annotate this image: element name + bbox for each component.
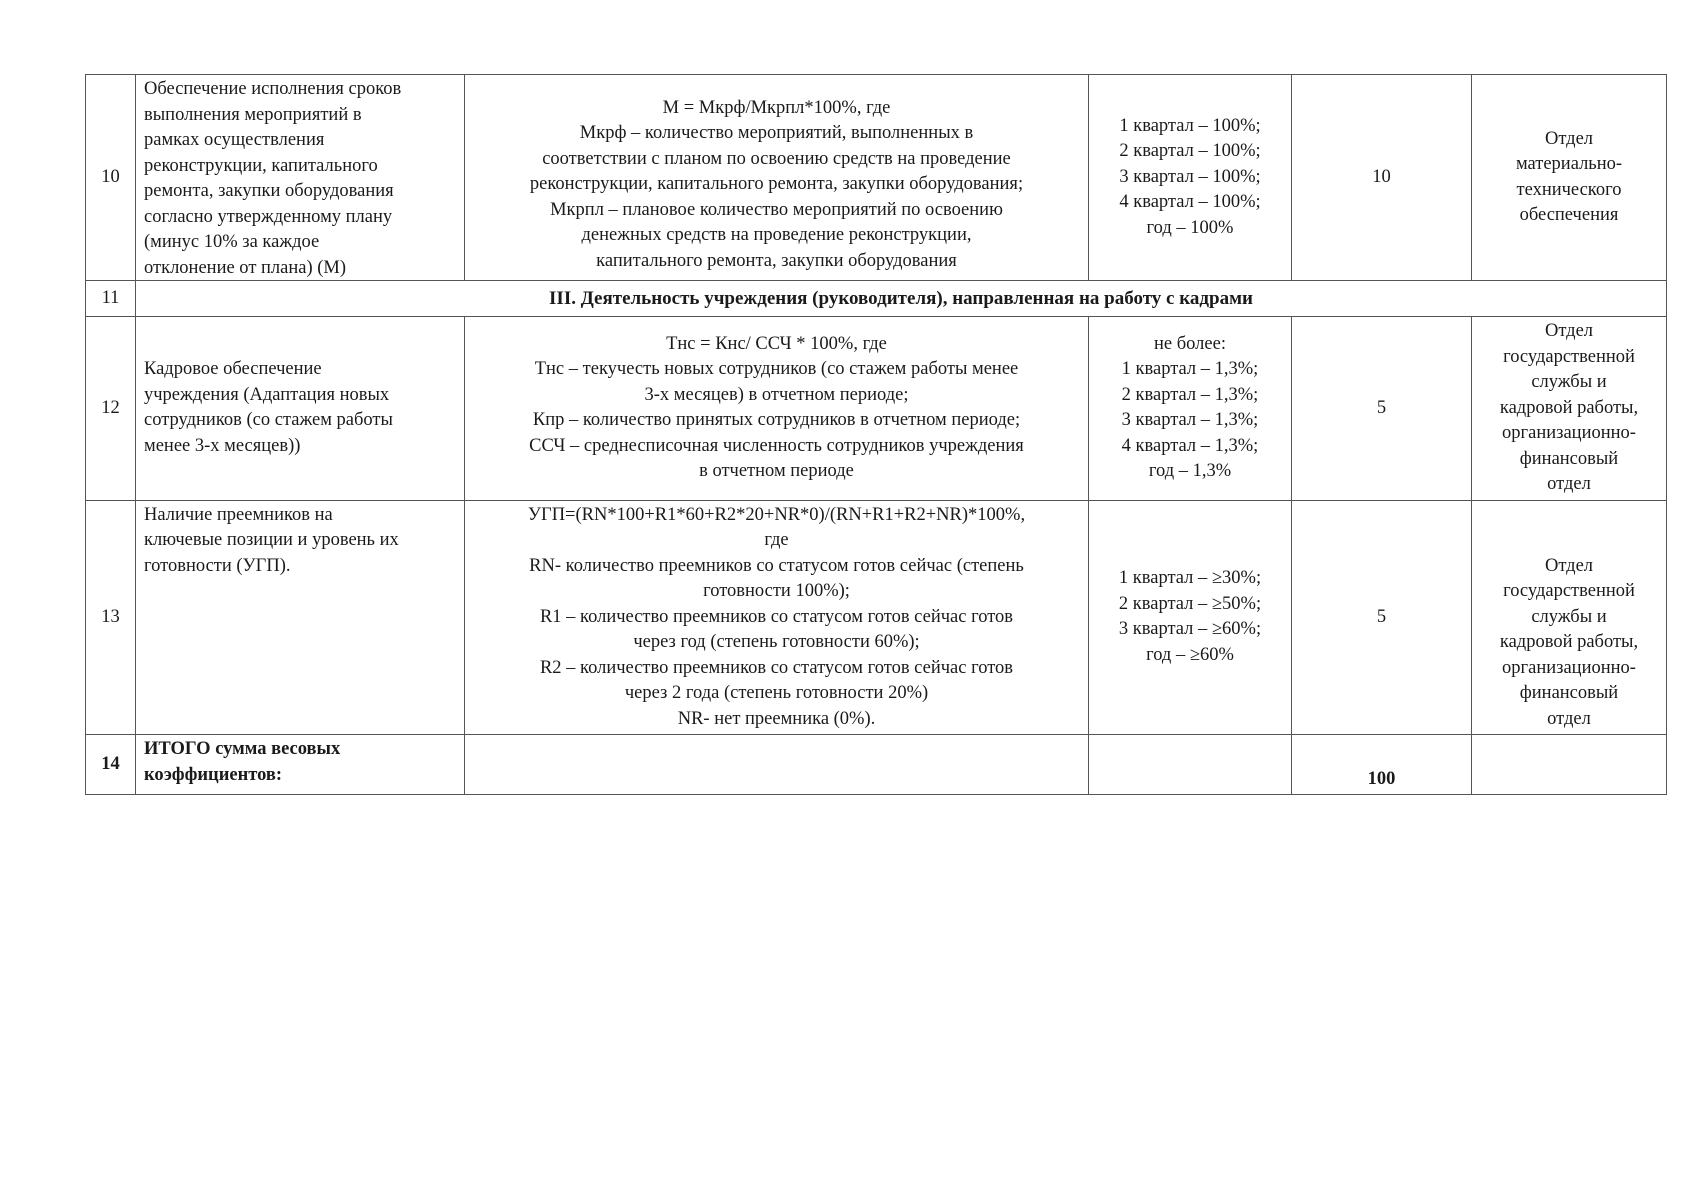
target-line: 4 квартал – 1,3%;: [1121, 435, 1259, 456]
target-line: 3 квартал – ≥60%;: [1118, 619, 1262, 640]
indicator-name-line: ремонта, закупки оборудования: [144, 181, 394, 201]
formula-line: Тнс – текучесть новых сотрудников (со стажем работы менее: [534, 359, 1019, 380]
target-line: год – 1,3%: [1148, 461, 1232, 482]
total-label-line: ИТОГО сумма весовых: [144, 739, 341, 759]
target-line: 2 квартал – ≥50%;: [1118, 593, 1262, 614]
dept-line: финансовый: [1519, 448, 1619, 469]
dept-line: службы и: [1531, 372, 1607, 392]
kpi-table: [85, 74, 1667, 795]
dept-line: кадровой работы,: [1499, 632, 1639, 652]
row-number: 14: [86, 735, 136, 795]
section-row: [86, 281, 1667, 317]
formula-line: М = Мкрф/Мкрпл*100%, где: [662, 97, 891, 118]
empty-cell: [465, 735, 1089, 795]
row-number: 12: [86, 317, 136, 501]
table-row: [86, 317, 1667, 501]
indicator-name-line: Кадровое обеспечение: [144, 359, 322, 380]
target-line: год – ≥60%: [1146, 644, 1234, 665]
target-line: 1 квартал – ≥30%;: [1118, 568, 1262, 589]
formula-line: УГП=(RN*100+R1*60+R2*20+NR*0)/(RN+R1+R2+NR)*100%,: [527, 504, 1026, 525]
formula-line: 3-х месяцев) в отчетном периоде;: [644, 384, 909, 405]
weight-cell: 5: [1292, 500, 1472, 735]
formula-line: Кпр – количество принятых сотрудников в отчетном периоде;: [532, 410, 1021, 431]
target-cell: [1089, 317, 1292, 501]
target-line: 3 квартал – 1,3%;: [1121, 410, 1259, 431]
formula-line: через 2 года (степень готовности 20%): [624, 683, 929, 703]
total-label-line: коэффициентов:: [144, 764, 283, 785]
indicator-name-line: ключевые позиции и уровень их: [144, 530, 399, 550]
dept-line: обеспечения: [1519, 205, 1619, 225]
weight-cell: 10: [1292, 75, 1472, 281]
target-line: год – 100%: [1146, 217, 1234, 238]
indicator-name-line: сотрудников (со стажем работы: [144, 410, 393, 431]
dept-line: организационно-: [1502, 657, 1636, 678]
section-title: III. Деятельность учреждения (руководителя), направленная на работу с кадрами: [136, 281, 1667, 317]
formula-line: в отчетном периоде: [699, 461, 854, 482]
target-line: 3 квартал – 100%;: [1119, 166, 1261, 187]
formula-line: RN- количество преемников со статусом готов сейчас (степень: [529, 555, 1024, 576]
formula-line: ССЧ – среднесписочная численность сотрудников учреждения: [529, 435, 1024, 456]
formula-cell: [465, 317, 1089, 501]
target-cell: [1089, 75, 1292, 281]
indicator-name-line: учреждения (Адаптация новых: [144, 384, 390, 405]
target-line: 2 квартал – 100%;: [1119, 141, 1261, 162]
dept-line: службы и: [1531, 606, 1607, 627]
formula-line: реконструкции, капитального ремонта, закупки оборудования;: [529, 174, 1024, 194]
target-line: 1 квартал – 1,3%;: [1121, 359, 1259, 380]
dept-line: организационно-: [1502, 423, 1636, 443]
formula-line: Мкрф – количество мероприятий, выполненных в: [579, 123, 974, 143]
formula-line: готовности 100%);: [703, 581, 850, 601]
dept-line: Отдел: [1544, 128, 1594, 149]
dept-line: кадровой работы,: [1499, 397, 1639, 418]
formula-line: NR- нет преемника (0%).: [677, 708, 876, 729]
responsible-dept-cell: [1472, 75, 1667, 281]
indicator-name-line: согласно утвержденному плану: [144, 206, 393, 227]
target-line: не более:: [1154, 333, 1226, 354]
target-line: 1 квартал – 100%;: [1119, 115, 1261, 136]
dept-line: отдел: [1547, 474, 1591, 494]
indicator-name-line: Наличие преемников на: [144, 504, 333, 525]
formula-cell: [465, 500, 1089, 735]
dept-line: отдел: [1547, 708, 1591, 729]
dept-line: финансовый: [1519, 683, 1619, 703]
row-number: 11: [86, 281, 136, 317]
empty-cell: [1089, 735, 1292, 795]
formula-line: соответствии с планом по освоению средств на проведение: [542, 148, 1011, 169]
formula-line: денежных средств на проведение реконструкции,: [581, 225, 972, 245]
table-row: [86, 75, 1667, 281]
dept-line: технического: [1516, 179, 1622, 200]
formula-line: через год (степень готовности 60%);: [633, 632, 920, 652]
responsible-dept-cell: [1472, 317, 1667, 501]
formula-line: R2 – количество преемников со статусом готов сейчас готов: [539, 657, 1014, 678]
table-row: [86, 500, 1667, 735]
indicator-name-line: Обеспечение исполнения сроков: [144, 79, 402, 99]
formula-line: где: [764, 530, 789, 550]
indicator-name-line: готовности (УГП).: [144, 555, 291, 576]
indicator-name-line: выполнения мероприятий в: [144, 104, 362, 125]
formula-line: Мкрпл – плановое количество мероприятий по освоению: [550, 199, 1003, 220]
formula-line: Тнс = Кнс/ ССЧ * 100%, где: [666, 333, 887, 354]
indicator-name-line: (минус 10% за каждое: [144, 232, 320, 252]
target-line: 2 квартал – 1,3%;: [1121, 384, 1259, 405]
indicator-name-cell: [136, 75, 465, 281]
indicator-name-line: реконструкции, капитального: [144, 155, 378, 176]
dept-line: Отдел: [1544, 555, 1594, 576]
formula-line: капитального ремонта, закупки оборудования: [596, 250, 957, 271]
total-weight-cell: 100: [1292, 735, 1472, 795]
dept-line: Отдел: [1544, 321, 1594, 341]
formula-line: R1 – количество преемников со статусом готов сейчас готов: [539, 606, 1014, 627]
indicator-name-line: менее 3-х месяцев)): [144, 435, 301, 456]
indicator-name-line: рамках осуществления: [144, 130, 325, 150]
target-cell: [1089, 500, 1292, 735]
formula-cell: [465, 75, 1089, 281]
row-number: 13: [86, 500, 136, 735]
dept-line: государственной: [1503, 581, 1635, 601]
dept-line: государственной: [1503, 346, 1635, 367]
indicator-name-cell: [136, 500, 465, 735]
weight-cell: 5: [1292, 317, 1472, 501]
row-number: 10: [86, 75, 136, 281]
indicator-name-cell: [136, 317, 465, 501]
responsible-dept-cell: [1472, 500, 1667, 735]
total-label-cell: [136, 735, 465, 795]
dept-line: материально-: [1515, 154, 1623, 174]
empty-cell: [1472, 735, 1667, 795]
indicator-name-line: отклонение от плана) (М): [144, 257, 347, 277]
total-row: [86, 735, 1667, 795]
target-line: 4 квартал – 100%;: [1119, 192, 1261, 213]
